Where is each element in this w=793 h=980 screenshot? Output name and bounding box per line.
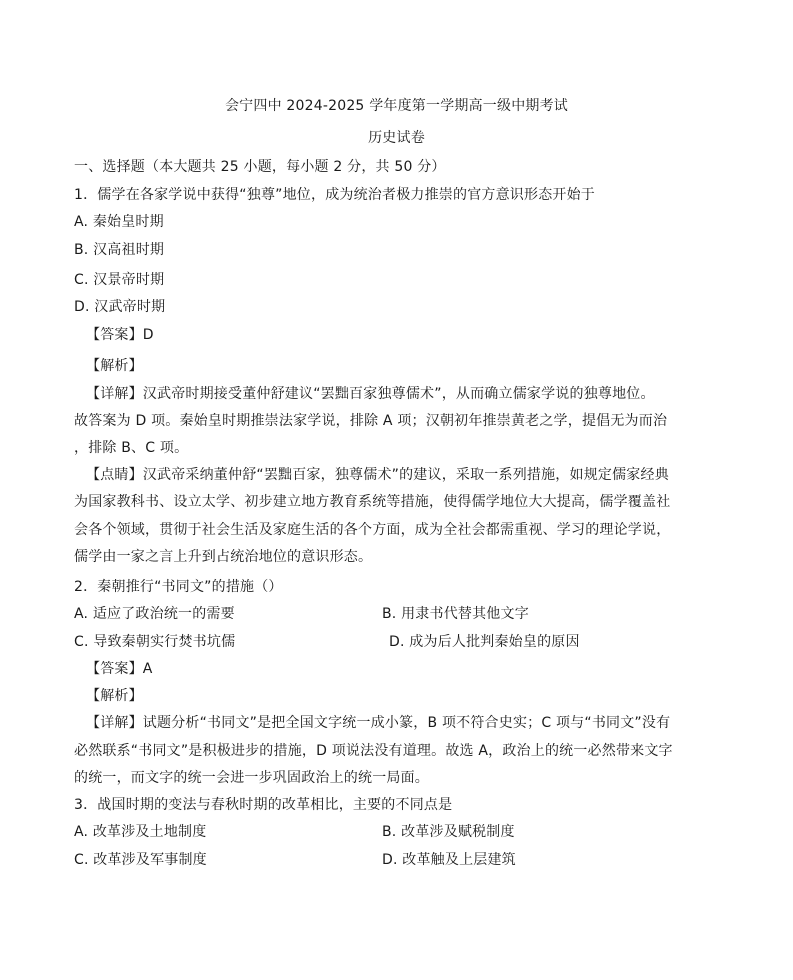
- question-1-option-b: B. 汉高祖时期: [74, 242, 165, 258]
- question-2-detail-line: 的统一，而文字的统一会进一步巩固政治上的统一局面。: [74, 770, 429, 786]
- exam-title: 会宁四中 2024-2025 学年度第一学期高一级中期考试: [224, 98, 568, 114]
- question-1-detail-line: ，排除 B、C 项。: [74, 440, 189, 456]
- question-1-comment-line: 【点睛】汉武帝采纳董仲舒“罢黜百家，独尊儒术”的建议，采取一系列措施，如规定儒家经典: [86, 467, 669, 483]
- question-2-option-d: D. 成为后人批判秦始皇的原因: [389, 634, 580, 650]
- question-1-detail-line: 故答案为 D 项。秦始皇时期推崇法家学说，排除 A 项；汉朝初年推崇黄老之学，提倡无为而治: [74, 413, 668, 429]
- question-2-detail-line: 【详解】试题分析“书同文”是把全国文字统一成小篆，B 项不符合史实；C 项与“书同文”没有: [86, 715, 671, 731]
- question-1-comment-line: 儒学由一家之言上升到占统治地位的意识形态。: [74, 549, 373, 565]
- question-1-stem: 1．儒学在各家学说中获得“独尊”地位，成为统治者极力推崇的官方意识形态开始于: [74, 187, 596, 203]
- question-2-stem: 2．秦朝推行“书同文”的措施（）: [74, 579, 283, 595]
- question-3-option-b: B. 改革涉及赋税制度: [382, 824, 515, 840]
- question-3-option-c: C. 改革涉及军事制度: [74, 852, 207, 868]
- question-2-analysis-label: 【解析】: [86, 688, 143, 704]
- question-1-comment-line: 会各个领域，贯彻于社会生活及家庭生活的各个方面，成为全社会都需重视、学习的理论学说，: [74, 522, 671, 538]
- question-2-option-a: A. 适应了政治统一的需要: [74, 606, 235, 622]
- section-heading: 一、选择题（本大题共 25 小题，每小题 2 分，共 50 分）: [74, 159, 446, 175]
- question-2-answer: 【答案】A: [86, 661, 153, 677]
- question-3-stem: 3．战国时期的变法与春秋时期的改革相比，主要的不同点是: [74, 797, 453, 813]
- question-1-option-d: D. 汉武帝时期: [74, 299, 166, 315]
- question-2-detail-line: 必然联系“书同文”是积极进步的措施，D 项说法没有道理。故选 A，政治上的统一必然带来文字: [74, 743, 673, 759]
- question-2-option-b: B. 用隶书代替其他文字: [382, 606, 529, 622]
- question-1-answer: 【答案】D: [86, 327, 154, 343]
- question-2-option-c: C. 导致秦朝实行焚书坑儒: [74, 634, 236, 650]
- exam-subtitle: 历史试卷: [368, 130, 425, 146]
- question-1-option-a: A. 秦始皇时期: [74, 214, 164, 230]
- question-3-option-d: D. 改革触及上层建筑: [382, 852, 516, 868]
- question-1-comment-line: 为国家教科书、设立太学、初步建立地方教育系统等措施，使得儒学地位大大提高，儒学覆盖社: [74, 494, 671, 510]
- question-1-analysis-label: 【解析】: [86, 358, 143, 374]
- question-1-detail-line: 【详解】汉武帝时期接受董仲舒建议“罢黜百家独尊儒术”，从而确立儒家学说的独尊地位。: [86, 386, 655, 402]
- question-1-option-c: C. 汉景帝时期: [74, 272, 165, 288]
- question-3-option-a: A. 改革涉及土地制度: [74, 824, 207, 840]
